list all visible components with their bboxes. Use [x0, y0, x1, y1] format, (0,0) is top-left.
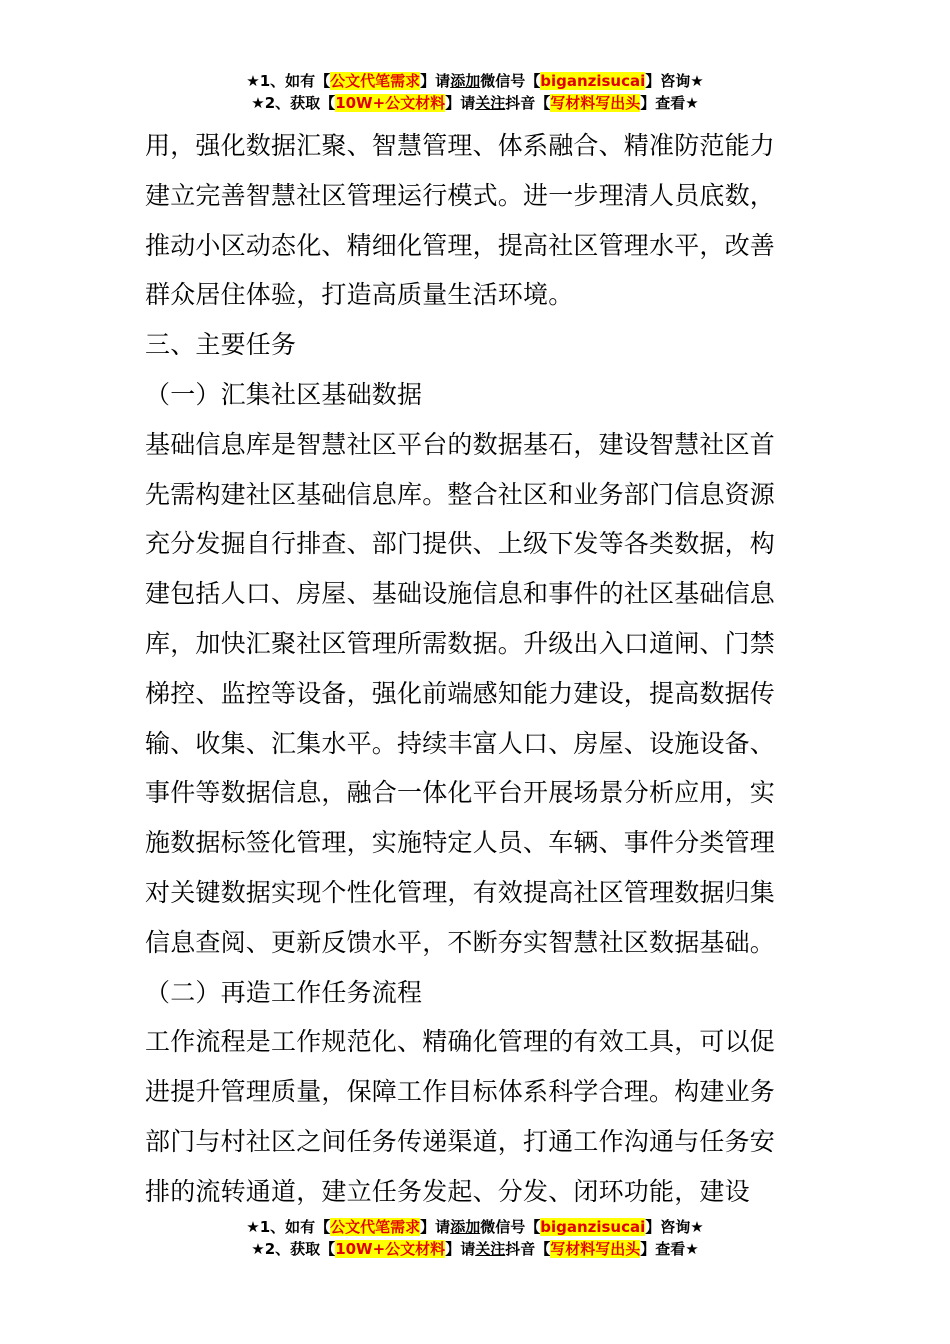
subsection-heading: （一）汇集社区基础数据 [145, 379, 423, 409]
highlight-wechat-id: biganzisucai [540, 72, 646, 90]
footer-line-1: ★1、如有【公文代笔需求】请添加微信号【biganzisucai】咨询★ [246, 1218, 704, 1236]
text-line: 梯控、监控等设备，强化前端感知能力建设，提高数据传 [145, 678, 776, 708]
highlight-service: 公文代笔需求 [330, 72, 421, 90]
text-line: 群众居住体验，打造高质量生活环境。 [145, 280, 574, 310]
section-heading: 三、主要任务 [145, 330, 297, 360]
text-line: 事件等数据信息，融合一体化平台开展场景分析应用，实 [145, 778, 776, 808]
highlight-service: 公文代笔需求 [330, 1218, 421, 1236]
banner-line-2: ★2、获取【10W+公文材料】请关注抖音【写材料写出头】查看★ [251, 94, 699, 112]
highlight-douyin: 写材料写出头 [550, 1240, 641, 1258]
text-line: 排的流转通道，建立任务发起、分发、闭环功能，建设 [145, 1176, 750, 1206]
text-line: 充分发掘自行排查、部门提供、上级下发等各类数据，构 [145, 529, 776, 559]
text-line: 基础信息库是智慧社区平台的数据基石，建设智慧社区首 [145, 429, 776, 459]
header-banner [0, 70, 950, 114]
highlight-wechat-id: biganzisucai [540, 1218, 646, 1236]
document-body [145, 121, 807, 1217]
highlight-materials: 10W+公文材料 [335, 94, 446, 112]
text-line: 施数据标签化管理，实施特定人员、车辆、事件分类管理 [145, 828, 776, 858]
text-line: 输、收集、汇集水平。持续丰富人口、房屋、设施设备、 [145, 728, 776, 758]
text-line: 推动小区动态化、精细化管理，提高社区管理水平，改善 [145, 230, 776, 260]
footer-line-2: ★2、获取【10W+公文材料】请关注抖音【写材料写出头】查看★ [251, 1240, 699, 1258]
text-line: 用，强化数据汇聚、智慧管理、体系融合、精准防范能力 [145, 131, 776, 160]
highlight-douyin: 写材料写出头 [550, 94, 641, 112]
banner-line-1: ★1、如有【公文代笔需求】请添加微信号【biganzisucai】咨询★ [246, 72, 704, 90]
text-line: 进提升管理质量，保障工作目标体系科学合理。构建业务 [145, 1077, 776, 1107]
text-line: 信息查阅、更新反馈水平，不断夯实智慧社区数据基础。 [145, 927, 776, 957]
text-line: 建包括人口、房屋、基础设施信息和事件的社区基础信息 [145, 579, 776, 609]
text-line: 部门与村社区之间任务传递渠道，打通工作沟通与任务安 [145, 1126, 776, 1156]
text-line: 先需构建社区基础信息库。整合社区和业务部门信息资源 [145, 479, 776, 509]
text-line: 建立完善智慧社区管理运行模式。进一步理清人员底数， [145, 180, 776, 210]
highlight-materials: 10W+公文材料 [335, 1240, 446, 1258]
text-line: 库，加快汇聚社区管理所需数据。升级出入口道闸、门禁 [145, 628, 776, 658]
text-line: 工作流程是工作规范化、精确化管理的有效工具，可以促 [145, 1027, 776, 1057]
footer-banner [0, 1216, 950, 1260]
subsection-heading: （二）再造工作任务流程 [145, 977, 423, 1007]
text-line: 对关键数据实现个性化管理，有效提高社区管理数据归集 [145, 877, 776, 907]
